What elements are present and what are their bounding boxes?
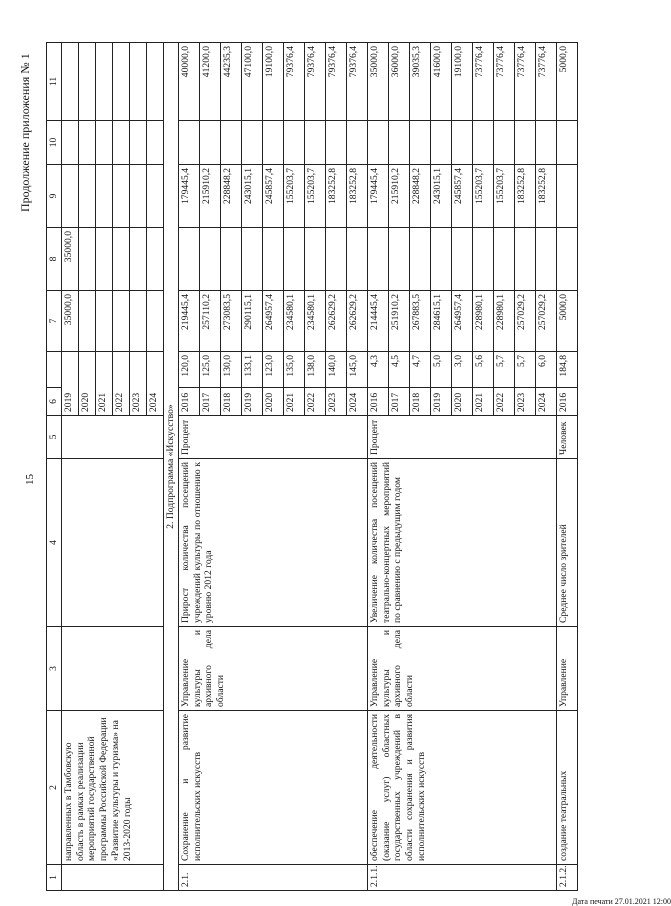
federal-cell (494, 228, 515, 291)
indicator-value-cell: 140,0 (326, 352, 347, 388)
total-cell: 284615,1 (431, 291, 452, 352)
federal-cell (147, 228, 164, 291)
federal-cell (473, 228, 494, 291)
year-cell: 2021 (473, 388, 494, 416)
indicator-value-cell: 133,1 (242, 352, 263, 388)
federal-cell (536, 228, 557, 291)
indicator-value-cell: 184,8 (557, 352, 578, 388)
year-cell: 2020 (79, 352, 96, 416)
indicator-value-cell: 130,0 (221, 352, 242, 388)
regional-cell: 155203,7 (284, 165, 305, 228)
year-cell: 2018 (221, 388, 242, 416)
regional-cell (96, 165, 113, 228)
federal-cell (347, 228, 368, 291)
federal-cell (557, 228, 578, 291)
extrabudget-cell (62, 43, 79, 121)
year-cell: 2016 (368, 388, 389, 416)
regional-cell: 155203,7 (494, 165, 515, 228)
regional-cell (113, 165, 130, 228)
executor-cell: Управление культуры и архивного дела области (368, 627, 557, 711)
column-header: 8 (47, 228, 62, 291)
executor-cell: Управление культуры и архивного дела области (179, 627, 368, 711)
page-number: 15 (24, 474, 36, 485)
federal-cell (284, 228, 305, 291)
extrabudget-cell: 79376,4 (347, 43, 368, 121)
extrabudget-cell (130, 43, 147, 121)
local-cell (200, 121, 221, 165)
year-cell: 2017 (200, 388, 221, 416)
executor-cell: Управление (557, 627, 578, 711)
federal-cell (410, 228, 431, 291)
federal-cell (79, 228, 96, 291)
federal-cell (179, 228, 200, 291)
num-cell (62, 865, 164, 891)
local-cell (62, 121, 79, 165)
extrabudget-cell: 79376,4 (284, 43, 305, 121)
indicator-cell (62, 459, 164, 627)
num-cell: 2.1.1. (368, 865, 557, 891)
year-cell: 2024 (536, 388, 557, 416)
indicator-value-cell: 5,6 (473, 352, 494, 388)
total-cell: 257029,2 (515, 291, 536, 352)
total-cell (130, 291, 147, 352)
indicator-value-cell: 138,0 (305, 352, 326, 388)
federal-cell (221, 228, 242, 291)
federal-cell (431, 228, 452, 291)
regional-cell: 183252,8 (347, 165, 368, 228)
regional-cell: 245857,4 (263, 165, 284, 228)
local-cell (389, 121, 410, 165)
total-cell: 264957,4 (263, 291, 284, 352)
regional-cell: 243015,1 (242, 165, 263, 228)
total-cell: 5000,0 (557, 291, 578, 352)
federal-cell (242, 228, 263, 291)
indicator-value-cell: 4,3 (368, 352, 389, 388)
local-cell (96, 121, 113, 165)
total-cell: 267883,5 (410, 291, 431, 352)
section-row (164, 43, 179, 891)
local-cell (368, 121, 389, 165)
column-header: 7 (47, 291, 62, 352)
year-cell: 2024 (147, 352, 164, 416)
total-cell: 228980,1 (494, 291, 515, 352)
indicator-cell: Увеличение количества посещений театрально-концертных мероприятий по сравнению с предыдущим годом (368, 459, 557, 627)
year-cell: 2021 (96, 352, 113, 416)
local-cell (284, 121, 305, 165)
column-header: 1 (47, 865, 62, 891)
extrabudget-cell (113, 43, 130, 121)
indicator-value-cell: 5,7 (494, 352, 515, 388)
local-cell (536, 121, 557, 165)
year-cell: 2016 (179, 388, 200, 416)
local-cell (242, 121, 263, 165)
extrabudget-cell: 73776,4 (536, 43, 557, 121)
year-cell: 2023 (130, 352, 147, 416)
executor-cell (62, 627, 164, 711)
local-cell (347, 121, 368, 165)
federal-cell: 35000,0 (62, 228, 79, 291)
year-cell: 2022 (494, 388, 515, 416)
regional-cell (557, 165, 578, 228)
extrabudget-cell: 19100,0 (452, 43, 473, 121)
regional-cell: 243015,1 (431, 165, 452, 228)
federal-cell (200, 228, 221, 291)
regional-cell (130, 165, 147, 228)
table-row (368, 43, 389, 891)
indicator-value-cell: 5,0 (431, 352, 452, 388)
indicator-value-cell: 6,0 (536, 352, 557, 388)
indicator-value-cell: 4,5 (389, 352, 410, 388)
program-table (46, 42, 578, 891)
extrabudget-cell: 79376,4 (305, 43, 326, 121)
local-cell (515, 121, 536, 165)
total-cell: 214445,4 (368, 291, 389, 352)
extrabudget-cell: 39035,3 (410, 43, 431, 121)
column-header: 6 (47, 388, 62, 416)
local-cell (113, 121, 130, 165)
extrabudget-cell: 5000,0 (557, 43, 578, 121)
federal-cell (263, 228, 284, 291)
year-cell: 2023 (326, 388, 347, 416)
year-cell: 2017 (389, 388, 410, 416)
column-number-row (47, 43, 62, 891)
regional-cell (62, 165, 79, 228)
indicator-value-cell: 145,0 (347, 352, 368, 388)
regional-cell: 183252,8 (515, 165, 536, 228)
column-header: 10 (47, 121, 62, 165)
total-cell: 234580,1 (284, 291, 305, 352)
unit-cell (62, 416, 164, 459)
extrabudget-cell: 73776,4 (515, 43, 536, 121)
num-cell: 2.1. (179, 865, 368, 891)
year-cell: 2019 (431, 388, 452, 416)
indicator-cell: Прирост количества посещений учреждений культуры по отношению к уровню 2012 года (179, 459, 368, 627)
extrabudget-cell: 36000,0 (389, 43, 410, 121)
total-cell: 234580,1 (305, 291, 326, 352)
year-cell: 2018 (410, 388, 431, 416)
federal-cell (96, 228, 113, 291)
indicator-value-cell: 3,0 (452, 352, 473, 388)
total-cell: 257110,2 (200, 291, 221, 352)
column-header: 5 (47, 416, 62, 459)
continuation-text-cell: направленных в Тамбовскую область в рамках реализации мероприятий государственной программы Российской Федерации «Развитие культуры и туризма» на 2013-2020 годы (62, 711, 164, 865)
year-cell: 2019 (242, 388, 263, 416)
year-cell: 2016 (557, 388, 578, 416)
total-cell: 251910,2 (389, 291, 410, 352)
column-header: 3 (47, 627, 62, 711)
extrabudget-cell: 47100,0 (242, 43, 263, 121)
local-cell (410, 121, 431, 165)
extrabudget-cell (96, 43, 113, 121)
column-header: 2 (47, 711, 62, 865)
extrabudget-cell: 41200,0 (200, 43, 221, 121)
federal-cell (389, 228, 410, 291)
total-cell: 219445,4 (179, 291, 200, 352)
extrabudget-cell (147, 43, 164, 121)
local-cell (305, 121, 326, 165)
year-cell: 2022 (305, 388, 326, 416)
federal-cell (515, 228, 536, 291)
regional-cell: 155203,7 (473, 165, 494, 228)
table-row (62, 43, 79, 891)
total-cell: 257029,2 (536, 291, 557, 352)
extrabudget-cell: 73776,4 (473, 43, 494, 121)
total-cell (113, 291, 130, 352)
federal-cell (130, 228, 147, 291)
federal-cell (305, 228, 326, 291)
unit-cell: Процент (368, 416, 557, 459)
section-title: 2. Подпрограмма «Искусство» (164, 43, 179, 891)
num-cell: 2.1.2. (557, 865, 578, 891)
column-header: 9 (47, 165, 62, 228)
local-cell (452, 121, 473, 165)
print-date: Дата печати 27.01.2021 12:00 (572, 897, 671, 906)
regional-cell: 183252,8 (536, 165, 557, 228)
total-cell: 290115,1 (242, 291, 263, 352)
extrabudget-cell: 19100,0 (263, 43, 284, 121)
indicator-value-cell: 5,7 (515, 352, 536, 388)
local-cell (494, 121, 515, 165)
total-cell (96, 291, 113, 352)
indicator-value-cell: 4,7 (410, 352, 431, 388)
column-header (47, 352, 62, 388)
indicator-value-cell: 120,0 (179, 352, 200, 388)
regional-cell: 245857,4 (452, 165, 473, 228)
year-cell: 2020 (452, 388, 473, 416)
event-name-cell: Сохранение и развитие исполнительских искусств (179, 711, 368, 865)
extrabudget-cell (79, 43, 96, 121)
table-row (557, 43, 578, 891)
total-cell: 35000,0 (62, 291, 79, 352)
extrabudget-cell: 40000,0 (179, 43, 200, 121)
local-cell (130, 121, 147, 165)
local-cell (147, 121, 164, 165)
indicator-value-cell: 135,0 (284, 352, 305, 388)
indicator-cell: Среднее число зрителей (557, 459, 578, 627)
regional-cell: 179445,4 (179, 165, 200, 228)
event-name-cell: создание театральных (557, 711, 578, 865)
extrabudget-cell: 79376,4 (326, 43, 347, 121)
year-cell: 2024 (347, 388, 368, 416)
event-name-cell: обеспечение деятельности (оказание услуг) областных государственных учреждений в области сохранения и развития исполнительских искусств (368, 711, 557, 865)
federal-cell (113, 228, 130, 291)
regional-cell: 183252,8 (326, 165, 347, 228)
regional-cell: 215910,2 (389, 165, 410, 228)
local-cell (221, 121, 242, 165)
year-cell: 2020 (263, 388, 284, 416)
regional-cell: 155203,7 (305, 165, 326, 228)
appendix-reference: Продолжение приложения № 1 (18, 53, 32, 212)
local-cell (557, 121, 578, 165)
regional-cell (79, 165, 96, 228)
extrabudget-cell: 44235,3 (221, 43, 242, 121)
regional-cell: 228848,2 (221, 165, 242, 228)
total-cell: 228980,1 (473, 291, 494, 352)
table-row (179, 43, 200, 891)
regional-cell: 215910,2 (200, 165, 221, 228)
total-cell: 262629,2 (347, 291, 368, 352)
extrabudget-cell: 41600,0 (431, 43, 452, 121)
federal-cell (326, 228, 347, 291)
unit-cell: Человек (557, 416, 578, 459)
indicator-value-cell: 125,0 (200, 352, 221, 388)
total-cell (147, 291, 164, 352)
unit-cell: Процент (179, 416, 368, 459)
year-cell: 2023 (515, 388, 536, 416)
total-cell: 262629,2 (326, 291, 347, 352)
local-cell (263, 121, 284, 165)
total-cell: 264957,4 (452, 291, 473, 352)
regional-cell: 179445,4 (368, 165, 389, 228)
federal-cell (368, 228, 389, 291)
total-cell (79, 291, 96, 352)
local-cell (473, 121, 494, 165)
federal-cell (452, 228, 473, 291)
year-cell: 2019 (62, 352, 79, 416)
year-cell: 2021 (284, 388, 305, 416)
column-header: 4 (47, 459, 62, 627)
extrabudget-cell: 73776,4 (494, 43, 515, 121)
local-cell (79, 121, 96, 165)
local-cell (179, 121, 200, 165)
local-cell (431, 121, 452, 165)
extrabudget-cell: 35000,0 (368, 43, 389, 121)
column-header: 11 (47, 43, 62, 121)
total-cell: 273083,5 (221, 291, 242, 352)
local-cell (326, 121, 347, 165)
year-cell: 2022 (113, 352, 130, 416)
regional-cell (147, 165, 164, 228)
indicator-value-cell: 123,0 (263, 352, 284, 388)
regional-cell: 228848,2 (410, 165, 431, 228)
